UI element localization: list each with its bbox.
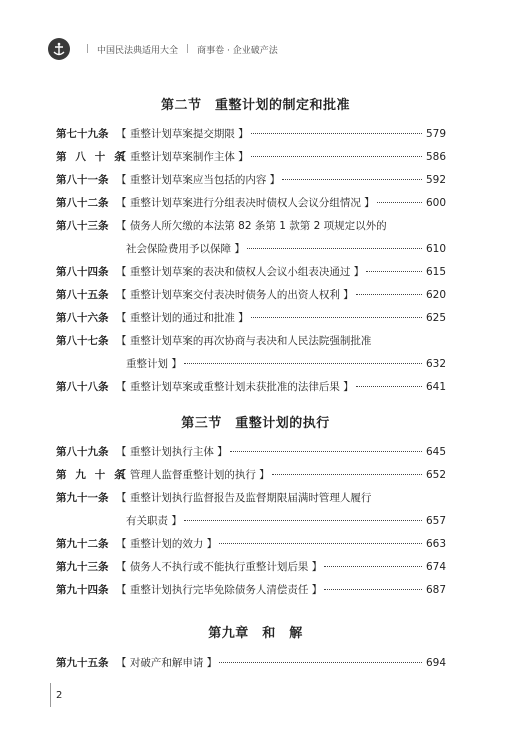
toc-entry[interactable] <box>56 490 446 505</box>
toc-entry[interactable] <box>56 582 446 597</box>
toc-entry[interactable] <box>56 287 446 302</box>
toc-entry[interactable] <box>56 467 446 482</box>
dot-leader <box>377 202 422 203</box>
toc-entry[interactable] <box>56 195 446 210</box>
section-title: 第三节 重整计划的执行 <box>181 416 330 431</box>
article-number: 第九十三条 <box>56 561 109 573</box>
dot-leader <box>184 363 422 364</box>
page-ref: 652 <box>425 469 446 481</box>
dot-leader <box>324 589 422 590</box>
toc-entry[interactable] <box>56 379 446 394</box>
volume-title: 商事卷 · 企业破产法 <box>197 45 278 56</box>
toc-entry[interactable] <box>56 655 446 670</box>
page-ref: 625 <box>425 312 446 324</box>
dot-leader <box>272 474 422 475</box>
toc-entry[interactable] <box>56 149 446 164</box>
article-title-continuation: 社会保险费用予以保障 】 <box>126 243 245 255</box>
article-number: 第九十四条 <box>56 584 109 596</box>
toc-entry[interactable] <box>56 444 446 459</box>
article-title: 【 重整计划草案进行分组表决时债权人会议分组情况 】 <box>116 197 375 209</box>
article-title: 【 重整计划草案制作主体 】 <box>116 151 249 163</box>
toc-entry-continuation[interactable] <box>126 241 446 256</box>
toc-entry[interactable] <box>56 536 446 551</box>
article-number: 第八十二条 <box>56 197 109 209</box>
page-ref: 579 <box>425 128 446 140</box>
article-number: 第七十九条 <box>56 128 109 140</box>
header-separator: | <box>186 44 190 54</box>
dot-leader <box>282 179 422 180</box>
page-ref: 600 <box>425 197 446 209</box>
dot-leader <box>230 451 422 452</box>
toc-entry[interactable] <box>56 218 446 233</box>
toc-entry[interactable] <box>56 559 446 574</box>
article-number: 第八十九条 <box>56 446 109 458</box>
toc-entry[interactable] <box>56 264 446 279</box>
article-number: 第 九 十 条 <box>56 469 128 481</box>
article-title-continuation: 有关职责 】 <box>126 515 182 527</box>
page-ref: 663 <box>425 538 446 550</box>
dot-leader <box>251 133 422 134</box>
toc-entry[interactable] <box>56 333 446 348</box>
article-title: 【 债务人不执行或不能执行重整计划后果 】 <box>116 561 323 573</box>
article-title: 【 重整计划草案或重整计划未获批准的法律后果 】 <box>116 381 354 393</box>
publisher-logo-icon <box>48 38 70 60</box>
article-title: 【 重整计划草案应当包括的内容 】 <box>116 174 281 186</box>
dot-leader <box>251 156 422 157</box>
article-number: 第八十六条 <box>56 312 109 324</box>
article-number: 第八十三条 <box>56 220 109 232</box>
running-header <box>48 36 278 62</box>
page-ref: 694 <box>425 657 446 669</box>
article-title: 【 重整计划草案提交期限 】 <box>116 128 249 140</box>
article-number: 第 八 十 条 <box>56 151 128 163</box>
article-title: 【 重整计划执行监督报告及监督期限届满时管理人履行 <box>116 492 372 504</box>
dot-leader <box>219 662 422 663</box>
page-ref: 657 <box>425 515 446 527</box>
toc-entry[interactable] <box>56 310 446 325</box>
article-title: 【 重整计划的效力 】 <box>116 538 218 550</box>
chapter-title: 第九章 和 解 <box>208 626 303 641</box>
page-ref: 645 <box>425 446 446 458</box>
dot-leader <box>356 294 422 295</box>
article-title-continuation: 重整计划 】 <box>126 358 182 370</box>
dot-leader <box>366 271 422 272</box>
toc-entry-continuation[interactable] <box>126 513 446 528</box>
article-number: 第八十八条 <box>56 381 109 393</box>
article-title: 【 对破产和解申请 】 <box>116 657 218 669</box>
article-title: 【 管理人监督重整计划的执行 】 <box>116 469 270 481</box>
page-ref: 674 <box>425 561 446 573</box>
book-title: 中国民法典适用大全 <box>97 45 179 56</box>
dot-leader <box>247 248 422 249</box>
article-number: 第八十五条 <box>56 289 109 301</box>
article-number: 第八十四条 <box>56 266 109 278</box>
page-ref: 592 <box>425 174 446 186</box>
article-title: 【 重整计划草案的再次协商与表决和人民法院强制批准 <box>116 335 372 347</box>
toc-entry[interactable] <box>56 126 446 141</box>
article-title: 【 重整计划执行主体 】 <box>116 446 228 458</box>
article-number: 第九十二条 <box>56 538 109 550</box>
page-ref: 610 <box>425 243 446 255</box>
article-title: 【 债务人所欠缴的本法第 82 条第 1 款第 2 项规定以外的 <box>116 220 387 232</box>
section-title: 第二节 重整计划的制定和批准 <box>160 98 350 113</box>
article-title: 【 重整计划草案的表决和债权人会议小组表决通过 】 <box>116 266 365 278</box>
page-ref: 632 <box>425 358 446 370</box>
page-ref: 586 <box>425 151 446 163</box>
article-number: 第八十一条 <box>56 174 109 186</box>
dot-leader <box>356 386 422 387</box>
page-ref: 620 <box>425 289 446 301</box>
article-title: 【 重整计划执行完毕免除债务人清偿责任 】 <box>116 584 323 596</box>
header-separator: | <box>86 44 90 54</box>
footer-rule <box>50 683 51 707</box>
dot-leader <box>251 317 422 318</box>
article-number: 第八十七条 <box>56 335 109 347</box>
dot-leader <box>184 520 422 521</box>
toc-entry-continuation[interactable] <box>126 356 446 371</box>
article-title: 【 重整计划草案交付表决时债务人的出资人权利 】 <box>116 289 354 301</box>
article-number: 第九十五条 <box>56 657 109 669</box>
article-number: 第九十一条 <box>56 492 109 504</box>
dot-leader <box>219 543 422 544</box>
page-number: 2 <box>56 690 63 701</box>
page-ref: 615 <box>425 266 446 278</box>
toc-entry[interactable] <box>56 172 446 187</box>
page-ref: 687 <box>425 584 446 596</box>
article-title: 【 重整计划的通过和批准 】 <box>116 312 249 324</box>
page-ref: 641 <box>425 381 446 393</box>
dot-leader <box>324 566 422 567</box>
